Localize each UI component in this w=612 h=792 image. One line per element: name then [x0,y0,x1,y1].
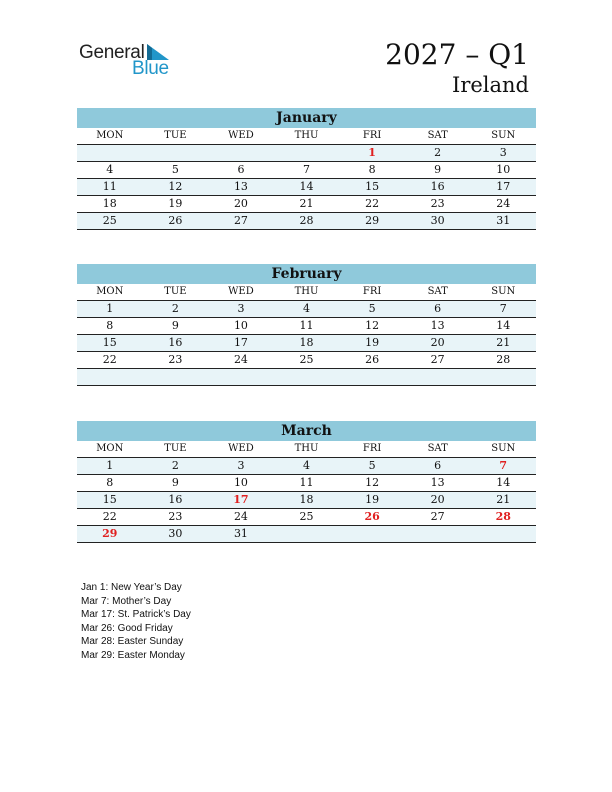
weekday-label: TUE [164,286,187,297]
day-cell [143,369,209,385]
day-cell: 5 [368,459,376,472]
day-cell: 25 [102,214,117,227]
weekday-label: WED [228,130,254,141]
weekday-header-row [77,128,536,145]
day-cell: 19 [365,336,380,349]
day-cell: 3 [499,146,507,159]
week-row [77,162,536,179]
day-cell: 21 [496,336,511,349]
day-cell: 17 [496,180,511,193]
day-cell: 15 [102,336,117,349]
week-row [77,475,536,492]
day-cell: 8 [106,319,114,332]
holiday-entry: Mar 29: Easter Monday [81,649,185,661]
day-cell [274,526,340,542]
day-cell: 13 [430,476,445,489]
weekday-label: MON [96,130,124,141]
month-calendar [77,264,536,386]
day-cell: 28 [496,353,511,366]
holiday-day-cell: 7 [499,459,508,472]
week-row [77,301,536,318]
day-cell [77,369,143,385]
weekday-label: MON [96,443,124,454]
day-cell: 14 [299,180,314,193]
day-cell: 9 [434,163,442,176]
day-cell: 25 [299,510,314,523]
weekday-label: THU [294,286,319,297]
day-cell: 2 [171,459,179,472]
day-cell: 12 [365,319,380,332]
day-cell: 24 [496,197,511,210]
week-row [77,145,536,162]
day-cell: 11 [102,180,117,193]
week-row [77,509,536,526]
day-cell [143,145,209,161]
holiday-entry: Mar 28: Easter Sunday [81,636,184,648]
week-row [77,213,536,230]
week-row [77,458,536,475]
day-cell: 30 [168,527,183,540]
day-cell: 31 [233,527,248,540]
day-cell: 8 [106,476,114,489]
month-calendar [77,421,536,543]
day-cell: 16 [168,336,183,349]
day-cell: 20 [430,336,445,349]
day-cell: 18 [299,336,314,349]
day-cell: 16 [430,180,445,193]
day-cell: 29 [365,214,380,227]
week-row [77,526,536,543]
weekday-label: SAT [427,286,448,297]
day-cell: 18 [102,197,117,210]
day-cell: 27 [233,214,248,227]
week-row [77,318,536,335]
day-cell: 23 [430,197,445,210]
day-cell: 23 [168,510,183,523]
day-cell: 14 [496,319,511,332]
holiday-day-cell: 28 [495,510,511,523]
day-cell: 4 [106,163,114,176]
month-calendar [77,108,536,230]
weekday-label: FRI [362,443,382,454]
day-cell: 5 [368,302,376,315]
weekday-label: SAT [427,443,448,454]
weekday-header-row [77,284,536,301]
day-cell: 17 [233,336,248,349]
day-cell: 27 [430,510,445,523]
day-cell: 12 [365,476,380,489]
brand-general-text: General [79,42,145,63]
day-cell: 30 [430,214,445,227]
day-cell [405,526,471,542]
holiday-day-cell: 1 [368,146,376,159]
weekday-label: THU [294,130,319,141]
day-cell [274,369,340,385]
day-cell: 21 [299,197,314,210]
country-name: Ireland [452,73,529,97]
day-cell [77,145,143,161]
weekday-label: MON [96,286,124,297]
month-header: February [77,264,536,284]
day-cell: 4 [303,302,311,315]
holiday-day-cell: 26 [364,510,380,523]
week-row [77,335,536,352]
day-cell: 15 [365,180,380,193]
day-cell [405,369,471,385]
weekday-label: SUN [491,130,516,141]
week-row [77,369,536,386]
holiday-day-cell: 29 [102,527,118,540]
weekday-label: FRI [362,130,382,141]
weekday-label: SUN [491,443,516,454]
week-row [77,352,536,369]
weekday-header-row [77,441,536,458]
day-cell: 19 [365,493,380,506]
week-row [77,179,536,196]
day-cell: 9 [171,476,179,489]
holiday-day-cell: 17 [233,493,249,506]
day-cell: 14 [496,476,511,489]
weekday-label: WED [228,443,254,454]
weekday-label: TUE [164,130,187,141]
day-cell: 10 [496,163,511,176]
day-cell: 1 [106,459,114,472]
day-cell: 10 [233,476,248,489]
day-cell [470,369,536,385]
holiday-entry: Mar 7: Mother’s Day [81,595,172,607]
weekday-label: THU [294,443,319,454]
brand-blue-text: Blue [132,58,169,79]
day-cell: 28 [299,214,314,227]
day-cell: 19 [168,197,183,210]
day-cell: 9 [171,319,179,332]
day-cell: 2 [434,146,442,159]
day-cell: 7 [499,302,507,315]
day-cell: 11 [299,476,314,489]
month-header: March [77,421,536,441]
day-cell: 12 [168,180,183,193]
page-title: 2027 – Q1 [385,38,529,71]
day-cell: 16 [168,493,183,506]
day-cell: 20 [430,493,445,506]
day-cell: 31 [496,214,511,227]
day-cell: 22 [102,510,117,523]
day-cell: 18 [299,493,314,506]
holiday-entry: Mar 17: St. Patrick’s Day [81,609,191,621]
day-cell [470,526,536,542]
holiday-entry: Mar 26: Good Friday [81,622,173,634]
holiday-list [81,581,191,663]
day-cell: 25 [299,353,314,366]
holiday-entry: Jan 1: New Year’s Day [81,582,182,593]
day-cell: 3 [237,459,245,472]
weekday-label: FRI [362,286,382,297]
day-cell: 7 [303,163,311,176]
weekday-label: SAT [427,130,448,141]
month-header: January [77,108,536,128]
day-cell [339,369,405,385]
day-cell: 8 [368,163,376,176]
day-cell: 22 [365,197,380,210]
day-cell: 5 [171,163,179,176]
week-row [77,196,536,213]
day-cell: 24 [233,510,248,523]
day-cell: 26 [168,214,183,227]
day-cell: 11 [299,319,314,332]
day-cell: 6 [434,459,442,472]
day-cell: 13 [233,180,248,193]
day-cell: 13 [430,319,445,332]
day-cell: 22 [102,353,117,366]
day-cell: 26 [365,353,380,366]
week-row [77,492,536,509]
day-cell [274,145,340,161]
day-cell [208,145,274,161]
day-cell: 2 [171,302,179,315]
day-cell: 15 [102,493,117,506]
day-cell: 4 [303,459,311,472]
weekday-label: SUN [491,286,516,297]
day-cell: 6 [237,163,245,176]
day-cell: 27 [430,353,445,366]
day-cell: 20 [233,197,248,210]
weekday-label: TUE [164,443,187,454]
day-cell: 6 [434,302,442,315]
day-cell [339,526,405,542]
day-cell: 3 [237,302,245,315]
weekday-label: WED [228,286,254,297]
day-cell: 23 [168,353,183,366]
day-cell: 10 [233,319,248,332]
brand-logo [79,40,189,82]
day-cell: 24 [233,353,248,366]
day-cell [208,369,274,385]
day-cell: 1 [106,302,114,315]
day-cell: 21 [496,493,511,506]
